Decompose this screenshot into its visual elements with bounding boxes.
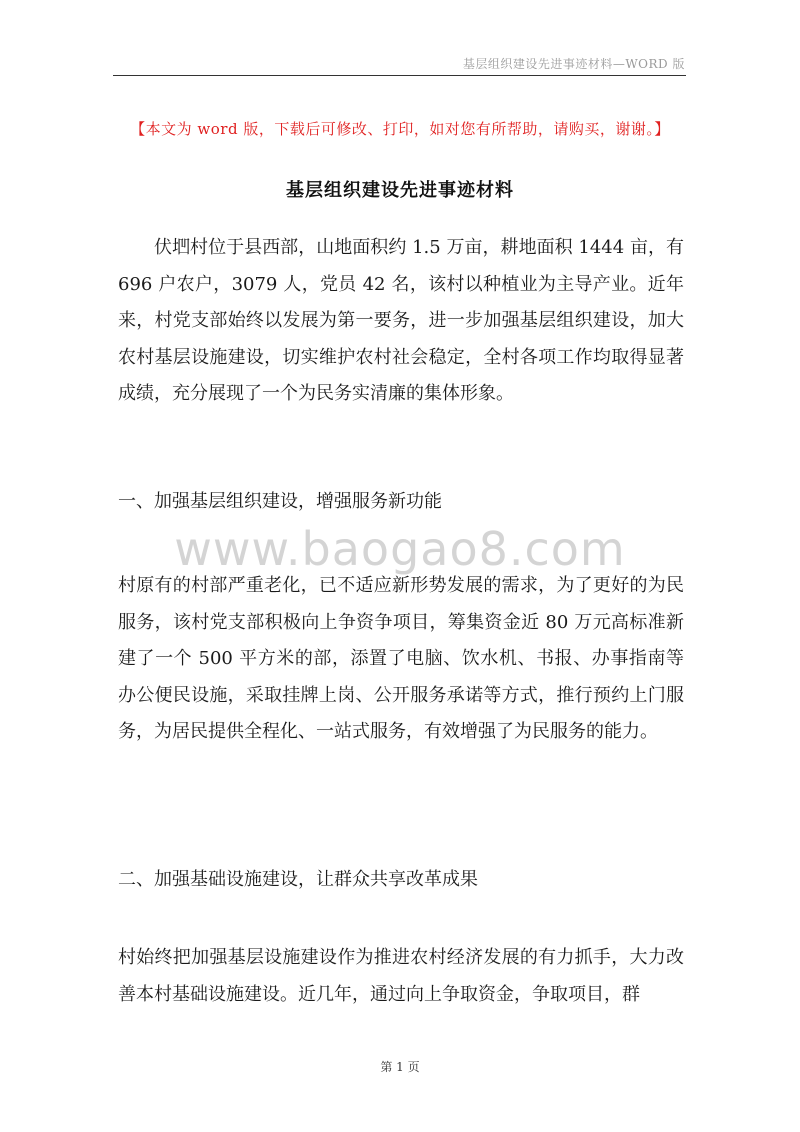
download-notice: 【本文为 word 版，下载后可修改、打印，如对您有所帮助，请购买，谢谢。】 <box>130 120 670 138</box>
document-title: 基层组织建设先进事迹材料 <box>286 180 514 201</box>
paragraph-section-1: 村原有的村部严重老化，已不适应新形势发展的需求，为了更好的为民服务，该村党支部积极向上争资争项目，筹集资金近 80 万元高标准新建了一个 500 平方米的部，添置了电脑、饮水机、书报、办事指南等办公便民设施，采取挂牌上岗、公开服务承诺等方式，推行预约上门服务，为居民提供全程化、一站式服务，有效增强了为民服务的能力。 <box>118 575 684 742</box>
watermark: www.baogao8.com <box>174 522 626 576</box>
paragraph-intro: 伏垇村位于县西部，山地面积约 1.5 万亩，耕地面积 1444 亩，有 696 户农户，3079 人，党员 42 名，该村以种植业为主导产业。近年来，村党支部始终以发展为第一要务，进一步加强基层组织建设，加大农村基层设施建设，切实维护农村社会稳定，全村各项工作均取得显著成绩，充分展现了一个为民务实清廉的集体形象。 <box>118 237 684 404</box>
section-heading-2: 二、加强基础设施建设，让群众共享改革成果 <box>118 869 478 890</box>
header-divider <box>113 75 686 76</box>
section-heading-1: 一、加强基层组织建设，增强服务新功能 <box>118 491 442 512</box>
header-title: 基层组织建设先进事迹材料—WORD 版 <box>462 57 685 71</box>
paragraph-section-2: 村始终把加强基层设施建设作为推进农村经济发展的有力抓手，大力改善本村基础设施建设。近几年，通过向上争取资金，争取项目，群 <box>118 947 684 1005</box>
page-number: 第 1 页 <box>380 1060 420 1074</box>
